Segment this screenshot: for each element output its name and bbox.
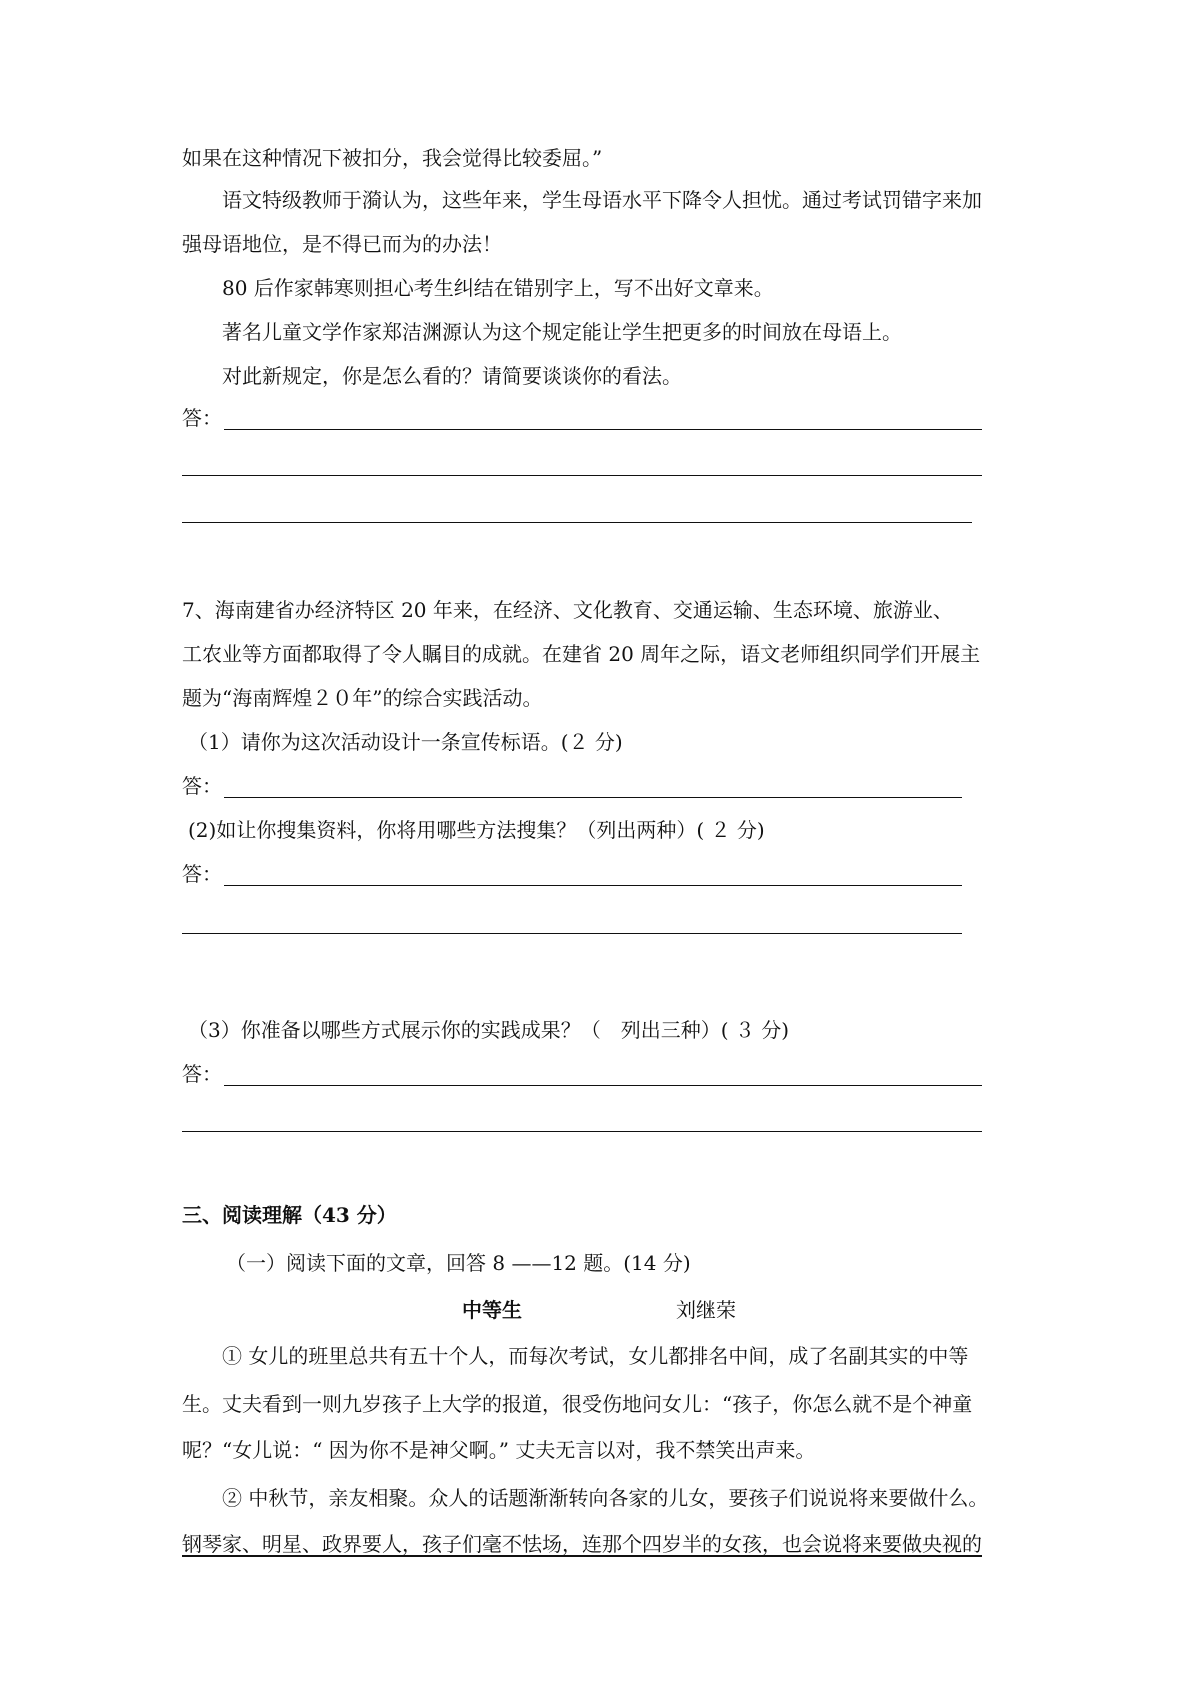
text-line: 著名儿童文学作家郑洁渊源认为这个规定能让学生把更多的时间放在母语上。	[222, 320, 902, 344]
answer-line[interactable]	[224, 429, 982, 430]
answer-label: 答：	[182, 774, 222, 798]
answer-line[interactable]	[182, 1131, 982, 1132]
question-7-sub3: （3）你准备以哪些方式展示你的实践成果？（ 列出三种）( ３ 分)	[188, 1018, 790, 1042]
article-author: 刘继荣	[676, 1298, 736, 1322]
question-7-sub1: （1）请你为这次活动设计一条宣传标语。(２ 分)	[188, 730, 623, 754]
paragraph-line: ① 女儿的班里总共有五十个人，而每次考试，女儿都排名中间，成了名副其实的中等	[222, 1344, 969, 1368]
text-line: 强母语地位，是不得已而为的办法！	[182, 232, 502, 256]
answer-label: 答：	[182, 862, 222, 886]
text-line: 80 后作家韩寒则担心考生纠结在错别字上，写不出好文章来。	[222, 276, 774, 300]
reading-intro: （一）阅读下面的文章，回答 8 ——12 题。(14 分)	[226, 1251, 691, 1275]
question-7-sub2: (2)如让你搜集资料，你将用哪些方法搜集？（列出两种）( ２ 分)	[188, 818, 765, 842]
question-7-line: 7、海南建省办经济特区 20 年来，在经济、文化教育、交通运输、生态环境、旅游业、	[182, 598, 953, 622]
underlined-line: 钢琴家、明星、政界要人，孩子们毫不怯场，连那个四岁半的女孩，也会说将来要做央视的	[182, 1532, 982, 1556]
text-line: 如果在这种情况下被扣分，我会觉得比较委屈。”	[182, 146, 603, 170]
text-line: 对此新规定，你是怎么看的？请简要谈谈你的看法。	[222, 364, 682, 388]
question-7-line: 工农业等方面都取得了令人瞩目的成就。在建省 20 周年之际，语文老师组织同学们开展主	[182, 642, 981, 666]
answer-line[interactable]	[224, 797, 962, 798]
question-7-line: 题为“海南辉煌２０年”的综合实践活动。	[182, 686, 543, 710]
answer-line[interactable]	[224, 1085, 982, 1086]
answer-line[interactable]	[182, 475, 982, 476]
article-title: 中等生	[462, 1298, 522, 1322]
answer-line[interactable]	[224, 885, 962, 886]
paragraph-line: 呢？“女儿说：“ 因为你不是神父啊。” 丈夫无言以对，我不禁笑出声来。	[182, 1438, 816, 1462]
answer-line[interactable]	[182, 933, 962, 934]
answer-label: 答：	[182, 406, 222, 430]
paragraph-line: 生。丈夫看到一则九岁孩子上大学的报道，很受伤地问女儿：“孩子，你怎么就不是个神童	[182, 1392, 973, 1416]
text-line: 语文特级教师于漪认为，这些年来，学生母语水平下降令人担忧。通过考试罚错字来加	[222, 188, 982, 212]
answer-label: 答：	[182, 1062, 222, 1086]
answer-line[interactable]	[182, 522, 972, 523]
section-heading: 三、阅读理解（43 分）	[182, 1203, 397, 1227]
paragraph-line: ② 中秋节，亲友相聚。众人的话题渐渐转向各家的儿女，要孩子们说说将来要做什么。	[222, 1486, 989, 1510]
